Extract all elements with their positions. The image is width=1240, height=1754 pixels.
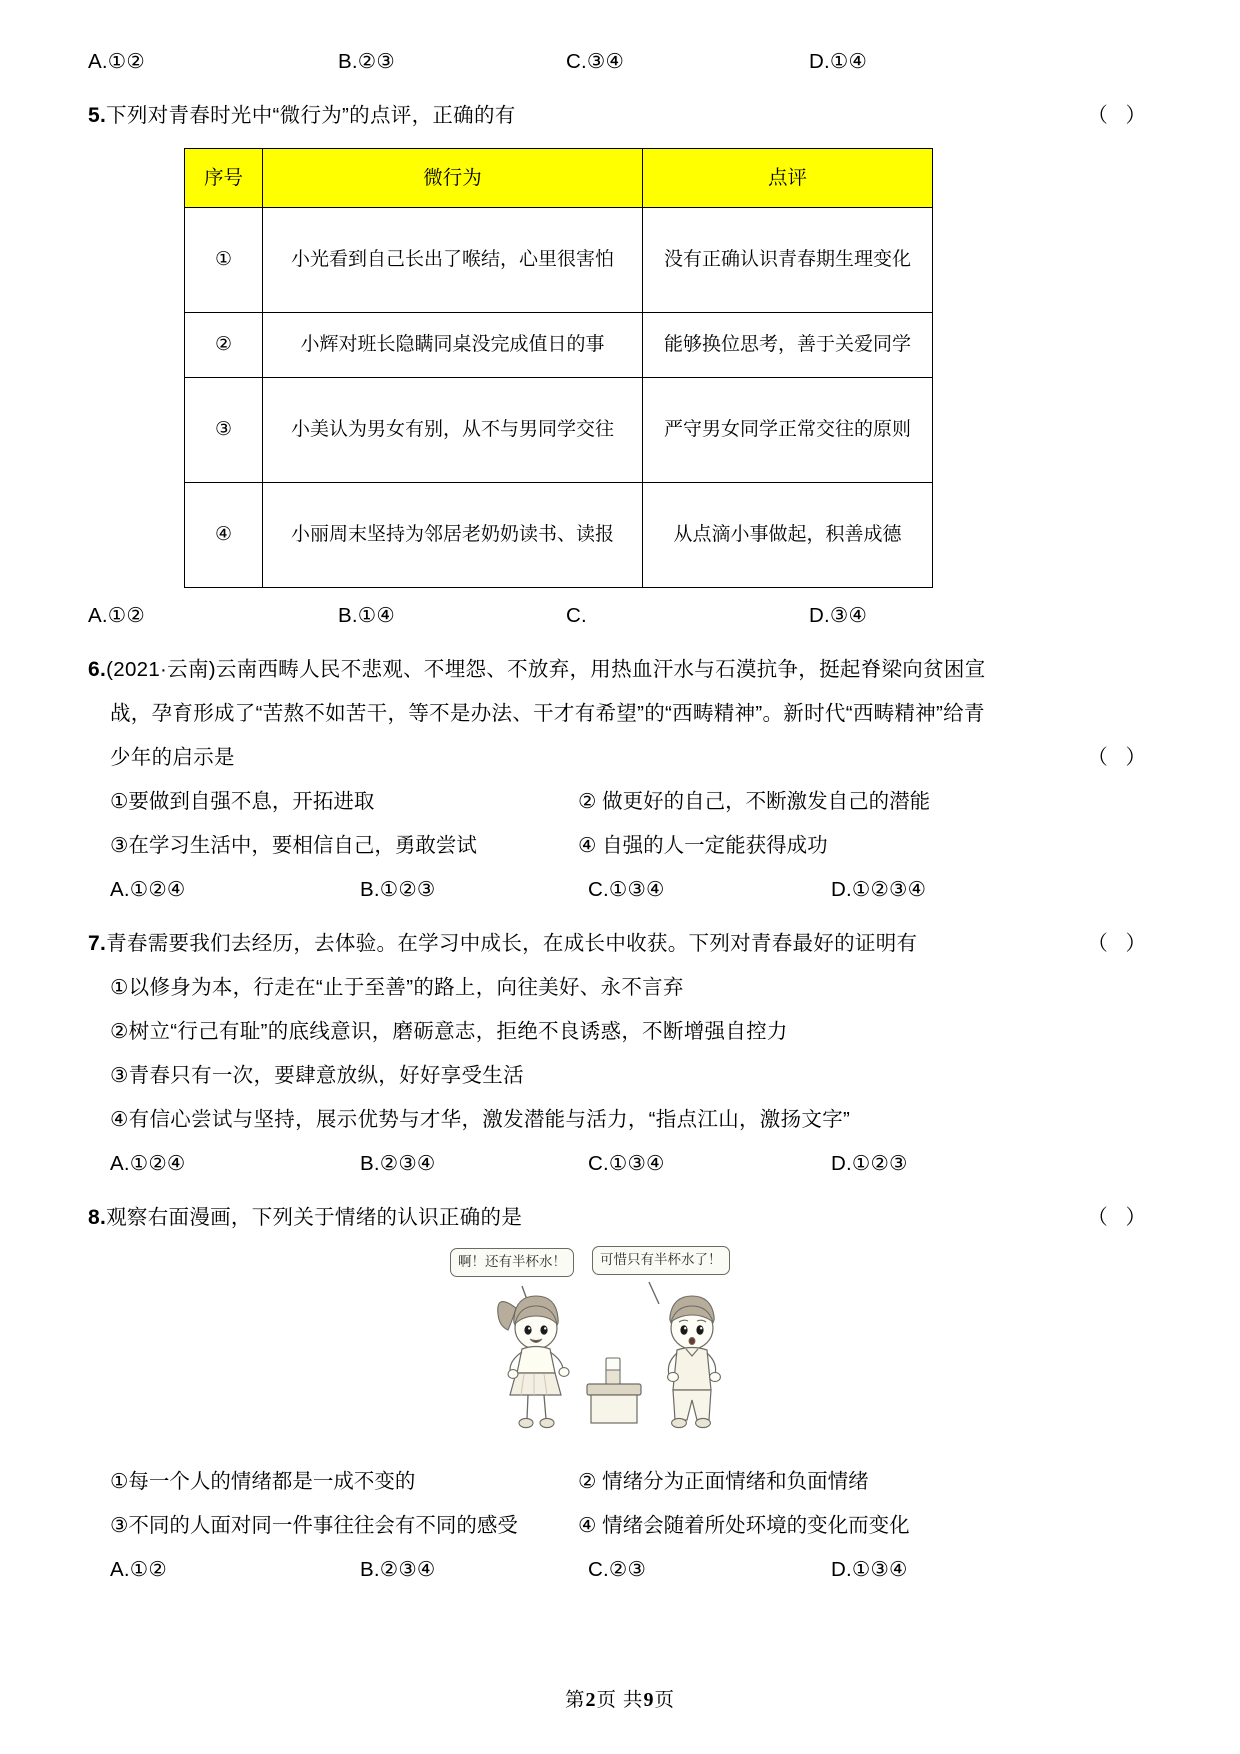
option-a: A.①②④ [110, 878, 186, 901]
table-header-row [185, 149, 933, 208]
row-behavior: 小光看到自己长出了喉结，心里很害怕 [263, 208, 643, 313]
question-6-answer-blank: （ ） [1087, 746, 1152, 769]
row-comment: 从点滴小事做起，积善成德 [643, 483, 933, 588]
question-8-answer-blank: （ ） [1087, 1206, 1152, 1229]
statement-3: ③不同的人面对同一件事往往会有不同的感受 [110, 1514, 518, 1537]
option-a: A.①② [110, 1558, 167, 1581]
statement-4: ④ 情绪会随着所处环境的变化而变化 [578, 1514, 910, 1537]
row-comment: 能够换位思考，善于关爱同学 [643, 313, 933, 378]
row-index: ① [185, 208, 263, 313]
question-8-statements-row1 [88, 1460, 1140, 1504]
side-table [587, 1384, 641, 1423]
footer-prefix: 第 [565, 1690, 586, 1711]
statement-1: ①每一个人的情绪都是一成不变的 [110, 1470, 416, 1493]
option-c: C.③④ [566, 50, 625, 73]
option-c: C.②③ [588, 1558, 647, 1581]
question-7-statement-3 [88, 1054, 1140, 1098]
option-d: D.①④ [809, 50, 868, 73]
statement-4: ④ 自强的人一定能获得成功 [578, 834, 828, 857]
speech-bubble-boy: 可惜只有半杯水了！ [592, 1246, 730, 1275]
option-d: D.①②③④ [831, 878, 927, 901]
bubble-tail-boy [649, 1282, 659, 1304]
question-6-text-1: (2021·云南)云南西畴人民不悲观、不埋怨、不放弃，用热血汗水与石漠抗争，挺起脊梁向贫困宣 [106, 658, 986, 681]
table-header-behavior: 微行为 [263, 149, 643, 208]
footer-middle: 页 共 [596, 1690, 644, 1711]
row-behavior: 小美认为男女有别，从不与男同学交往 [263, 378, 643, 483]
footer-total-pages: 9 [643, 1689, 655, 1711]
question-6-text-2: 战，孕育形成了“苦熬不如苦干，等不是办法、干才有希望”的“西畴精神”。新时代“西畴精神”给青 [110, 702, 985, 725]
question-5-text: 下列对青春时光中“微行为”的点评，正确的有 [106, 104, 516, 127]
question-7-number: 7. [88, 932, 107, 955]
speech-bubble-girl: 啊！还有半杯水！ [450, 1248, 574, 1277]
water-glass [606, 1358, 620, 1384]
micro-behavior-table [184, 148, 933, 588]
question-7-statement-4 [88, 1098, 1140, 1142]
row-behavior: 小丽周末坚持为邻居老奶奶读书、读报 [263, 483, 643, 588]
row-comment: 严守男女同学正常交往的原则 [643, 378, 933, 483]
statement-4: ④有信心尝试与坚持，展示优势与才华，激发潜能与活力，“指点江山，激扬文字” [110, 1108, 851, 1131]
option-c: C.①③④ [588, 878, 665, 901]
statement-2: ②树立“行己有耻”的底线意识，磨砺意志，拒绝不良诱惑，不断增强自控力 [110, 1020, 788, 1043]
table-row [185, 378, 933, 483]
row-index: ③ [185, 378, 263, 483]
question-6-options [88, 868, 1162, 912]
question-6-stem-line2 [88, 692, 1140, 736]
footer-suffix: 页 [654, 1690, 675, 1711]
option-b: B.②③ [338, 50, 395, 73]
option-b: B.②③④ [360, 1558, 436, 1581]
option-a: A.①②④ [110, 1152, 186, 1175]
question-5-number: 5. [88, 104, 107, 127]
statement-1: ①以修身为本，行走在“止于至善”的路上，向往美好、永不言弃 [110, 976, 684, 999]
table-row [185, 208, 933, 313]
statement-3: ③青春只有一次，要肆意放纵，好好享受生活 [110, 1064, 524, 1087]
table-row [185, 483, 933, 588]
question-6-stem-line3 [88, 736, 1152, 780]
row-index: ④ [185, 483, 263, 588]
option-b: B.①④ [338, 604, 395, 627]
statement-1: ①要做到自强不息，开拓进取 [110, 790, 375, 813]
question-7-options [88, 1142, 1162, 1186]
previous-question-options [88, 40, 1140, 84]
question-6-statements-row2 [88, 824, 1140, 868]
page-footer [0, 1684, 1240, 1712]
question-8-text: 观察右面漫画，下列关于情绪的认识正确的是 [106, 1206, 523, 1229]
girl-character [498, 1296, 569, 1428]
table-header-index: 序号 [185, 149, 263, 208]
option-a: A.①② [88, 604, 145, 627]
question-8-stem [88, 1196, 1152, 1240]
emotion-cartoon [444, 1246, 784, 1446]
footer-page-number: 2 [585, 1689, 597, 1711]
boy-character [668, 1296, 721, 1428]
question-5-options [88, 594, 1140, 638]
statement-3: ③在学习生活中，要相信自己，勇敢尝试 [110, 834, 477, 857]
option-b: B.①②③ [360, 878, 436, 901]
question-7-answer-blank: （ ） [1087, 932, 1152, 955]
option-d: D.③④ [809, 604, 868, 627]
option-c: C.①③④ [588, 1152, 665, 1175]
question-5-table-wrap [88, 138, 1140, 594]
question-6-statements-row1 [88, 780, 1140, 824]
statement-2: ② 做更好的自己，不断激发自己的潜能 [578, 790, 931, 813]
row-behavior: 小辉对班长隐瞒同桌没完成值日的事 [263, 313, 643, 378]
question-7-stem [88, 922, 1152, 966]
option-d: D.①③④ [831, 1558, 908, 1581]
option-d: D.①②③ [831, 1152, 908, 1175]
question-7-text: 青春需要我们去经历，去体验。在学习中成长，在成长中收获。下列对青春最好的证明有 [106, 932, 918, 955]
question-8-illustration-wrap [88, 1240, 1140, 1446]
question-6-stem-line1 [88, 648, 1140, 692]
cartoon-figures [444, 1246, 784, 1446]
question-6-number: 6. [88, 658, 107, 681]
question-7-statement-1 [88, 966, 1140, 1010]
row-index: ② [185, 313, 263, 378]
option-c: C. [566, 604, 587, 627]
statement-2: ② 情绪分为正面情绪和负面情绪 [578, 1470, 869, 1493]
option-a: A.①② [88, 50, 145, 73]
question-6-text-3: 少年的启示是 [110, 746, 235, 769]
question-8-number: 8. [88, 1206, 107, 1229]
question-7-statement-2 [88, 1010, 1140, 1054]
question-5-answer-blank: （ ） [1087, 104, 1152, 127]
row-comment: 没有正确认识青春期生理变化 [643, 208, 933, 313]
table-row [185, 313, 933, 378]
table-header-comment: 点评 [643, 149, 933, 208]
question-8-options [88, 1548, 1162, 1592]
question-8-statements-row2 [88, 1504, 1140, 1548]
question-5-stem [88, 94, 1152, 138]
option-b: B.②③④ [360, 1152, 436, 1175]
